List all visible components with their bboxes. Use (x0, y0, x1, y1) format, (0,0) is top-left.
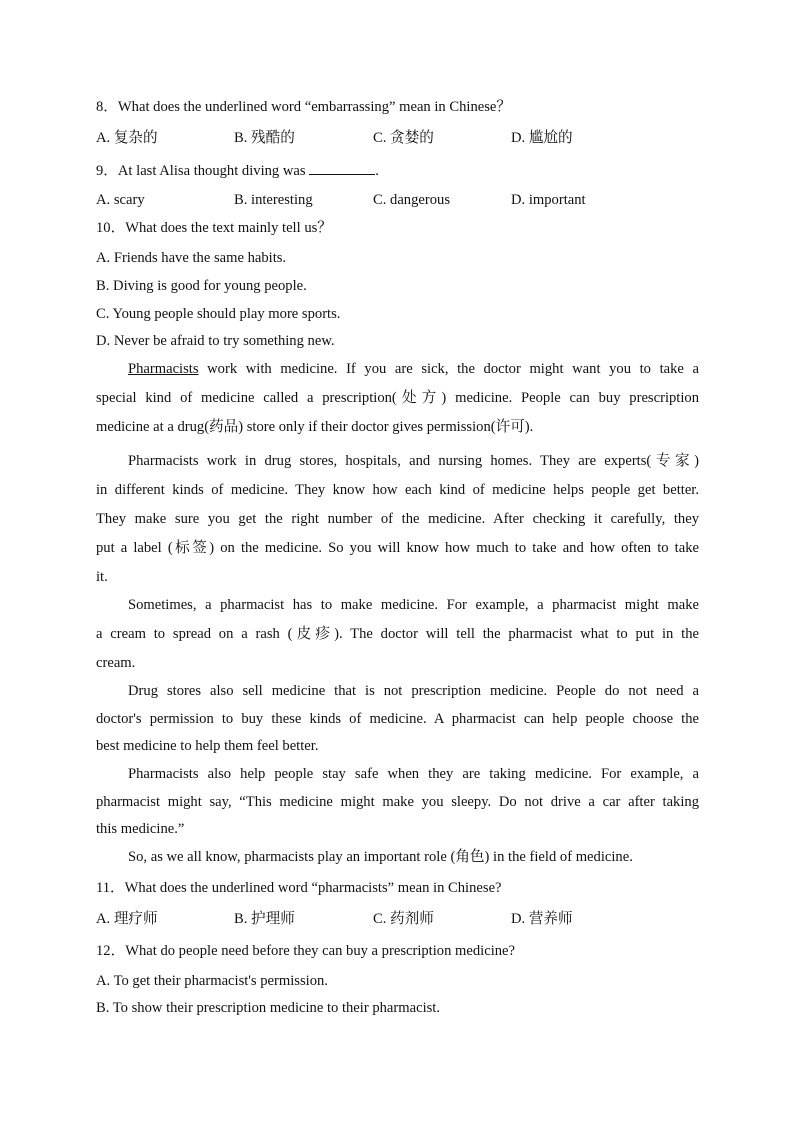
passage-p1-line-2: special kind of medicine called a prescription(处方) medicine. People can buy prescription (96, 390, 699, 406)
q9-stem-before: 9．At last Alisa thought diving was (96, 163, 310, 179)
passage-paragraph-5 (96, 765, 699, 849)
q12-option-b: B. To show their prescription medicine to their pharmacist. (96, 1000, 441, 1016)
q8-option-d: D. 尴尬的 (511, 130, 573, 146)
question-9-options (96, 191, 699, 209)
passage-p1-line-3: medicine at a drug(药品) store only if their doctor gives permission(许可). (96, 419, 534, 435)
passage-p3-line-2: a cream to spread on a rash (皮疹). The doctor will tell the pharmacist what to put in the (96, 626, 699, 642)
passage-p6-line-1: So, as we all know, pharmacists play an important role (角色) in the field of medicine. (128, 849, 633, 865)
q10-option-d: D. Never be afraid to try something new. (96, 333, 335, 349)
q11-option-b: B. 护理师 (234, 911, 295, 927)
question-12-stem: 12．What do people need before they can buy a prescription medicine? (96, 943, 516, 959)
q9-answer-blank (309, 161, 375, 175)
q12-option-a: A. To get their pharmacist's permission. (96, 973, 328, 989)
passage-p5-line-1: Pharmacists also help people stay safe when they are taking medicine. For example, a (128, 766, 699, 782)
q10-option-a: A. Friends have the same habits. (96, 250, 287, 266)
q11-option-d: D. 营养师 (511, 911, 573, 927)
question-10-stem: 10．What does the text mainly tell us？ (96, 220, 332, 236)
q11-option-c: C. 药剂师 (373, 911, 434, 927)
passage-p2-line-4: put a label (标签) on the medicine. So you will know how much to take and how often to take (96, 540, 699, 556)
passage-paragraph-2 (96, 452, 699, 597)
passage-p5-line-2: pharmacist might say, “This medicine might make you sleepy. Do not drive a car after taking (96, 794, 699, 810)
passage-p4-line-2: doctor's permission to buy these kinds of medicine. A pharmacist can help people choose the (96, 711, 699, 727)
passage-paragraph-1 (96, 360, 699, 447)
passage-p1-line-1: Pharmacists work with medicine. If you are sick, the doctor might want you to take a (128, 361, 699, 377)
passage-p4-line-3: best medicine to help them feel better. (96, 738, 319, 754)
passage-p3-line-1: Sometimes, a pharmacist has to make medicine. For example, a pharmacist might make (128, 597, 699, 613)
underlined-word-pharmacists: Pharmacists (128, 361, 199, 377)
question-8-stem: 8．What does the underlined word “embarrassing” mean in Chinese？ (96, 99, 511, 115)
q10-option-c: C. Young people should play more sports. (96, 306, 341, 322)
passage-p2-line-3: They make sure you get the right number of the medicine. After checking it carefully, they (96, 511, 699, 527)
q11-option-a: A. 理疗师 (96, 911, 158, 927)
q8-option-c: C. 贪婪的 (373, 130, 434, 146)
passage-paragraph-3 (96, 596, 699, 683)
q9-option-a: A. scary (96, 192, 145, 208)
passage-p5-line-3: this medicine.” (96, 821, 185, 837)
passage-p2-line-5: it. (96, 569, 108, 585)
question-8-options (96, 129, 699, 147)
question-9-stem (96, 161, 379, 180)
passage-paragraph-4 (96, 682, 699, 766)
passage-p2-line-2: in different kinds of medicine. They know how each kind of medicine helps people get better. (96, 482, 699, 498)
q10-option-b: B. Diving is good for young people. (96, 278, 307, 294)
question-11-options (96, 910, 699, 928)
q8-option-b: B. 残酷的 (234, 130, 295, 146)
passage-p2-line-1: Pharmacists work in drug stores, hospitals, and nursing homes. They are experts(专家) (128, 453, 699, 469)
q9-stem-after: . (375, 163, 379, 179)
question-11-stem: 11．What does the underlined word “pharmacists” mean in Chinese? (96, 880, 502, 896)
q9-option-b: B. interesting (234, 192, 313, 208)
q9-option-c: C. dangerous (373, 192, 451, 208)
passage-p4-line-1: Drug stores also sell medicine that is not prescription medicine. People do not need a (128, 683, 699, 699)
q9-option-d: D. important (511, 192, 586, 208)
q8-option-a: A. 复杂的 (96, 130, 158, 146)
passage-p3-line-3: cream. (96, 655, 136, 671)
passage-paragraph-6 (96, 848, 699, 877)
